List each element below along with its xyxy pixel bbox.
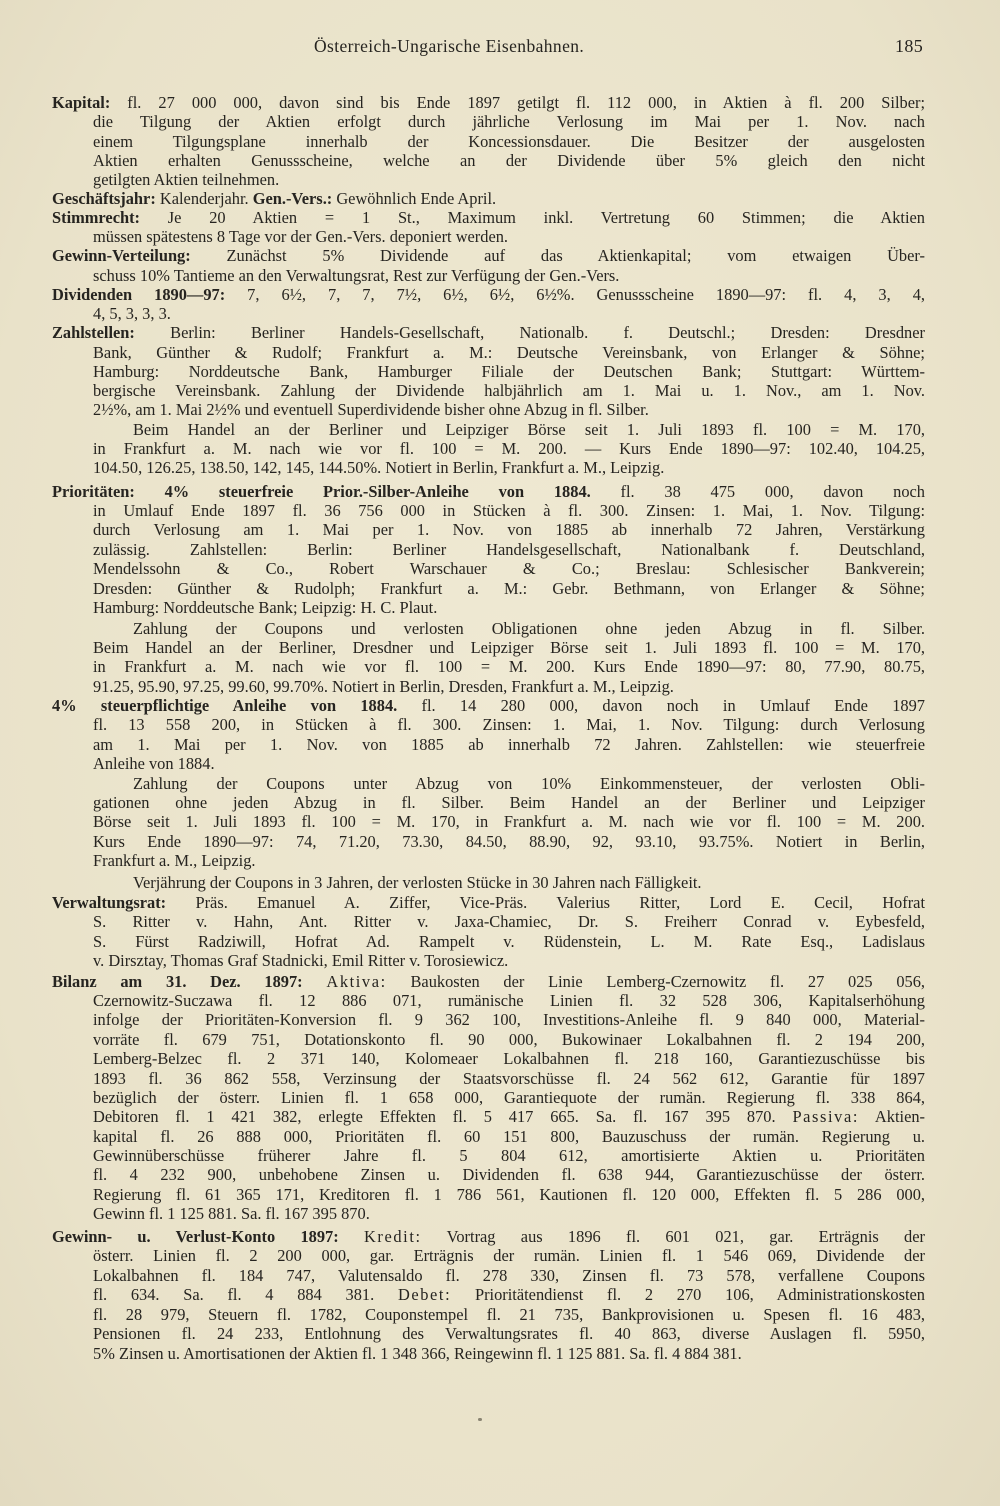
entry-heading-line [52,246,925,266]
entry-label: Stimmrecht: [52,208,140,227]
text-run: Frankfurt a. M., Leipzig. [93,851,256,870]
text-run: Beim Handel an der Berliner und Leipziger Börse seit 1. Juli 1893 fl. 100 = M. 170, [133,420,925,439]
text-run: fl. 13 558 200, in Stücken à fl. 300. Zinsen: 1. Mai, 1. Nov. Tilgung: durch Verlosung [93,715,925,734]
text-line [93,304,925,324]
text-run: in Frankfurt a. M. nach wie vor fl. 100 = M. 200. Kurs Ende 1890—97: 80, 77.90, 80.75, [93,657,925,676]
text-run: 104.50, 126.25, 138.50, 142, 145, 144.50%. Notiert in Berlin, Frankfurt a. M., Leipzig. [93,458,665,477]
text-run: Hamburg: Norddeutsche Bank, Hamburger Filiale der Deutschen Bank; Stuttgart: Württem- [93,362,925,381]
text-run: Aktien erhalten Genussscheine, welche an der Dividende über 5% gleich den nicht [93,151,925,170]
text-run: Lokalbahnen fl. 184 747, Valutensaldo fl. 278 330, Zinsen fl. 73 578, verfallene Coupons [93,1266,925,1285]
text-line [93,657,925,677]
text-line [93,932,925,952]
entry-heading-line [52,1227,925,1247]
text-run: Kurs Ende 1890—97: 74, 71.20, 73.30, 84.50, 88.90, 92, 93.10, 93.75%. Notiert in Berlin, [93,832,925,851]
text-run: Baukosten der Linie Lemberg-Czernowitz fl. 27 025 056, [386,972,926,991]
text-run: Hamburg: Norddeutsche Bank; Leipzig: H. C. Plaut. [93,598,438,617]
text-run: durch Verlosung am 1. Mai per 1. Nov. von 1885 ab innerhalb 72 Jahren, Verstärkung [93,520,925,539]
text-line [93,343,925,363]
text-line [93,951,925,971]
text-run: Präs. Emanuel A. Ziffer, Vice-Präs. Valerius Ritter, Lord E. Cecil, Hofrat [166,893,925,912]
text-line [93,1324,925,1344]
text-run: Czernowitz-Suczawa fl. 12 886 071, rumänische Linien fl. 32 528 306, Kapitalserhöhung [93,991,925,1010]
text-run: fl. 38 475 000, davon noch [590,482,925,501]
text-line [93,638,925,658]
text-run: Zahlung der Coupons unter Abzug von 10% Einkommensteuer, der verlosten Obli- [133,774,925,793]
text-run: fl. 634. Sa. fl. 4 884 381. [93,1285,398,1304]
text-line [93,400,925,420]
text-line [93,1088,925,1108]
text-line [93,812,925,832]
text-run: Gewinn fl. 1 125 881. Sa. fl. 167 395 870. [93,1204,370,1223]
text-run: vorräte fl. 679 751, Dotationskonto fl. 90 000, Bukowinaer Lokalbahnen fl. 2 194 200, [93,1030,925,1049]
entry-heading-line [52,323,925,343]
entry-label: Gewinn-Verteilung: [52,246,191,265]
text-line [93,1285,925,1305]
text-run: Je 20 Aktien = 1 St., Maximum inkl. Vertretung 60 Stimmen; die Aktien [140,208,925,227]
text-run: 5% Zinsen u. Amortisationen der Aktien fl. 1 348 366, Reingewinn fl. 1 125 881. Sa. fl. 4 884 381. [93,1344,742,1363]
text-run: Zahlung der Coupons und verlosten Obligationen ohne jeden Abzug in fl. Silber. [133,619,925,638]
text-run: 4, 5, 3, 3, 3. [93,304,171,323]
entry-heading-line [52,696,925,716]
text-run: Gewinnüberschüsse früherer Jahre fl. 5 804 612, amortisierte Aktien u. Prioritäten [93,1146,925,1165]
entry-label: Dividenden 1890—97: [52,285,226,304]
text-line [93,381,925,401]
text-run: S. Fürst Radziwill, Hofrat Ad. Rampelt v. Rüdenstein, L. M. Rate Esq., Ladislaus [93,932,925,951]
text-run: müssen spätestens 8 Tage vor der Gen.-Vers. deponiert werden. [93,227,509,246]
text-line [93,793,925,813]
entry-heading-line [52,972,925,992]
text-run: fl. 14 280 000, davon noch in Umlauf Ende 1897 [397,696,925,715]
text-run: 91.25, 95.90, 97.25, 99.60, 99.70%. Notiert in Berlin, Dresden, Frankfurt a. M., Leipzig. [93,677,674,696]
text-run [339,1227,364,1246]
entry-heading-line [52,893,925,913]
text-run [303,972,327,991]
text-run: 7, 6½, 7, 7, 7½, 6½, 6½, 6½%. Genussscheine 1890—97: fl. 4, 3, 4, [225,285,925,304]
text-line [93,715,925,735]
text-run: fl. 4 232 900, unbehobene Zinsen u. Dividenden fl. 638 944, Garantiezuschüsse der österr. [93,1165,925,1184]
text-run: schuss 10% Tantieme an den Verwaltungsrat, Rest zur Verfügung der Gen.-Vers. [93,266,620,285]
text-run: v. Dirsztay, Thomas Graf Stadnicki, Emil Ritter v. Torosiewicz. [93,951,509,970]
text-run: getilgten Aktien teilnehmen. [93,170,280,189]
text-run: Regierung fl. 61 365 171, Kreditoren fl. 1 786 561, Kautionen fl. 120 000, Effekten fl. 5 286 000, [93,1185,925,1204]
page-number: 185 [895,36,924,56]
text-run: Beim Handel an der Berliner, Dresdner und Leipziger Börse seit 1. Juli 1893 fl. 100 = M. 170, [93,638,925,657]
text-line [93,1204,925,1224]
text-run: kapital fl. 26 888 000, Prioritäten fl. 60 151 800, Bauzuschuss der rumän. Regierung u. [93,1127,925,1146]
entry-heading-line [52,189,925,209]
entry-heading-line [52,285,925,305]
text-run: die Tilgung der Aktien erfolgt durch jährliche Verlosung im Mai per 1. Nov. nach [93,112,925,131]
text-run: S. Ritter v. Hahn, Ant. Ritter v. Jaxa-Chamiec, Dr. S. Freiherr Conrad v. Eybesfeld, [93,912,925,931]
text-line [93,677,925,697]
text-line [93,1344,925,1364]
text-line [93,520,925,540]
section-label: Passiva: [792,1107,859,1126]
entry-label: Geschäftsjahr: [52,189,156,208]
text-run: Debitoren fl. 1 421 382, erlegte Effekten fl. 5 417 665. Sa. fl. 167 395 870. [93,1107,793,1126]
text-line [93,754,925,774]
text-line [93,832,925,852]
text-run: Pensionen fl. 24 233, Entlohnung des Verwaltungsrates fl. 40 863, diverse Auslagen fl. 5950, [93,1324,925,1343]
text-line [93,735,925,755]
text-run: fl. 28 979, Steuern fl. 1782, Couponstempel fl. 21 735, Bankprovisionen u. Spesen fl. 16 483, [93,1305,925,1324]
text-run: zulässig. Zahlstellen: Berlin: Berliner Handelsgesellschaft, Nationalbank f. Deutschland, [93,540,925,559]
text-run: Aktien- [858,1107,925,1126]
text-line [93,266,925,286]
text-run: Kalenderjahr. [155,189,253,208]
text-line [93,132,925,152]
text-line [93,1165,925,1185]
text-line [93,1107,925,1127]
text-line [93,1266,925,1286]
text-line [93,501,925,521]
text-run: infolge der Prioritäten-Konversion fl. 9 362 100, Investitions-Anleihe fl. 9 840 000, Material- [93,1010,925,1029]
text-line [93,1185,925,1205]
text-line [93,1127,925,1147]
section-label: Kredit: [364,1227,422,1246]
text-line [133,420,925,440]
text-run: 1893 fl. 36 862 558, Verzinsung der Staatsvorschüsse fl. 24 562 612, Garantie für 1897 [93,1069,925,1088]
text-run: in Umlauf Ende 1897 fl. 36 756 000 in Stücken à fl. 300. Zinsen: 1. Mai, 1. Nov. Tilgung: [93,501,925,520]
text-run: Prioritätendienst fl. 2 270 106, Administrationskosten [451,1285,926,1304]
entry-label: Gewinn- u. Verlust-Konto 1897: [52,1227,339,1246]
text-run: österr. Linien fl. 2 200 000, gar. Erträgnis der rumän. Linien fl. 1 546 069, Dividende der [93,1246,925,1265]
text-run: Vortrag aus 1896 fl. 601 021, gar. Erträgnis der [421,1227,925,1246]
section-label: Aktiva: [326,972,387,991]
text-line [93,151,925,171]
text-run: gationen ohne jeden Abzug in fl. Silber. Beim Handel an der Berliner und Leipziger [93,793,925,812]
text-run: Mendelssohn & Co., Robert Warschauer & Co.; Breslau: Schlesischer Bankverein; [93,559,925,578]
text-line [93,1146,925,1166]
running-title: Österreich-Ungarische Eisenbahnen. [314,36,585,56]
text-line [93,112,925,132]
text-line [93,991,925,1011]
text-line [93,439,925,459]
text-line [93,1030,925,1050]
text-run: Verjährung der Coupons in 3 Jahren, der verlosten Stücke in 30 Jahren nach Fälligkeit. [133,873,702,892]
text-run: bezüglich der österr. Linien fl. 1 658 000, Garantiequote der rumän. Regierung fl. 338 864, [93,1088,925,1107]
text-line [93,1069,925,1089]
entry-label: 4% steuerpflichtige Anleihe von 1884. [52,696,398,715]
text-run: Börse seit 1. Juli 1893 fl. 100 = M. 170, in Frankfurt a. M. nach wie vor fl. 100 = M. 200. [93,812,925,831]
text-run: Anleihe von 1884. [93,754,215,773]
text-line [93,1246,925,1266]
text-run: Zunächst 5% Dividende auf das Aktienkapital; vom etwaigen Über- [190,246,925,265]
entry-label: Verwaltungsrat: [52,893,167,912]
entry-label: Prioritäten: 4% steuerfreie Prior.-Silber-Anleihe von 1884. [52,482,591,501]
text-line [93,912,925,932]
text-line [133,619,925,639]
text-line [93,362,925,382]
text-line [93,1010,925,1030]
text-line [93,559,925,579]
text-run: einem Tilgungsplane innerhalb der Koncessionsdauer. Die Besitzer der ausgelosten [93,132,925,151]
text-run: am 1. Mai per 1. Nov. von 1885 ab innerhalb 72 Jahren. Zahlstellen: wie steuerfreie [93,735,925,754]
text-line [93,540,925,560]
text-run: Lemberg-Belzec fl. 2 371 140, Kolomeaer Lokalbahnen fl. 218 160, Garantiezuschüsse bis [93,1049,925,1068]
section-label: Debet: [397,1285,452,1304]
text-run: Gewöhnlich Ende April. [332,189,497,208]
entry-label: Gen.-Vers.: [252,189,333,208]
text-run: bergische Vereinsbank. Zahlung der Dividende halbjährlich am 1. Mai u. 1. Nov., am 1. Nov. [93,381,925,400]
entry-heading-line [52,93,925,113]
text-line [133,873,925,893]
text-line [93,1305,925,1325]
text-line [93,598,925,618]
text-run: Bank, Günther & Rudolf; Frankfurt a. M.: Deutsche Vereinsbank, von Erlanger & Söhne; [93,343,925,362]
entry-heading-line [52,208,925,228]
entry-label: Kapital: [52,93,111,112]
text-line [93,1049,925,1069]
text-line [93,579,925,599]
text-line [93,851,925,871]
entry-label: Zahlstellen: [52,323,135,342]
text-run: 2½%, am 1. Mai 2½% und eventuell Superdividende bisher ohne Abzug in fl. Silber. [93,400,649,419]
text-run: Dresden: Günther & Rudolph; Frankfurt a. M.: Gebr. Bethmann, von Erlanger & Söhne; [93,579,925,598]
text-line [133,774,925,794]
text-run: fl. 27 000 000, davon sind bis Ende 1897 getilgt fl. 112 000, in Aktien à fl. 200 Silber; [110,93,925,112]
print-speck [478,1418,482,1421]
text-run: Berlin: Berliner Handels-Gesellschaft, Nationalb. f. Deutschl.; Dresden: Dresdner [134,323,925,342]
text-line [93,227,925,247]
text-line [93,458,925,478]
text-run: in Frankfurt a. M. nach wie vor fl. 100 = M. 200. — Kurs Ende 1890—97: 102.40, 104.25, [93,439,925,458]
entry-label: Bilanz am 31. Dez. 1897: [52,972,303,991]
text-line [93,170,925,190]
entry-heading-line [52,482,925,502]
